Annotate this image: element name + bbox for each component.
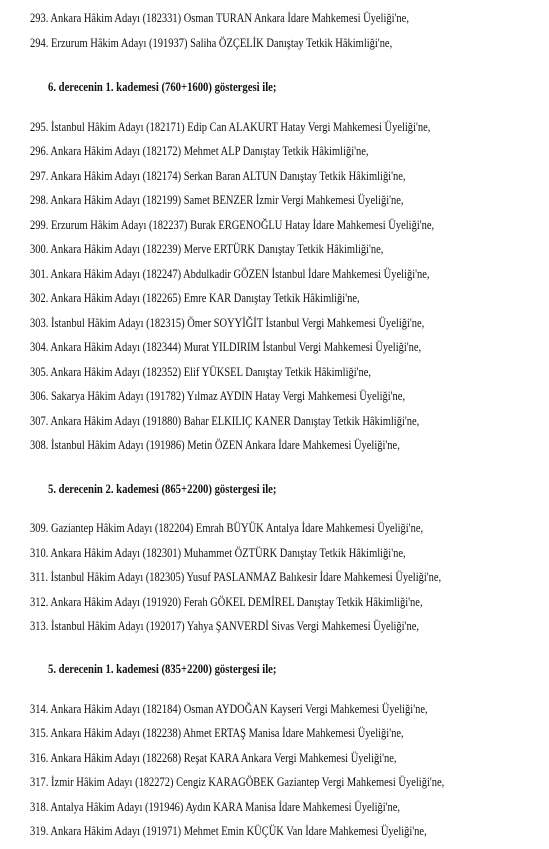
- list-item: 308. İstanbul Hâkim Adayı (191986) Metin ÖZEN Ankara İdare Mahkemesi Üyeliği'ne,: [30, 438, 400, 452]
- list-item: 304. Ankara Hâkim Adayı (182344) Murat YILDIRIM İstanbul Vergi Mahkemesi Üyeliği'ne,: [30, 340, 422, 354]
- list-item: 301. Ankara Hâkim Adayı (182247) Abdulkadir GÖZEN İstanbul İdare Mahkemesi Üyeliği'ne,: [30, 267, 430, 281]
- list-item: 303. İstanbul Hâkim Adayı (182315) Ömer SOYYİĞİT İstanbul Vergi Mahkemesi Üyeliği'ne,: [30, 316, 425, 330]
- list-item: 296. Ankara Hâkim Adayı (182172) Mehmet ALP Danıştay Tetkik Hâkimliği'ne,: [30, 144, 369, 158]
- list-item: 309. Gaziantep Hâkim Adayı (182204) Emrah BÜYÜK Antalya İdare Mahkemesi Üyeliği'ne,: [30, 521, 424, 535]
- list-item: 294. Erzurum Hâkim Adayı (191937) Saliha ÖZÇELİK Danıştay Tetkik Hâkimliği'ne,: [30, 36, 393, 50]
- list-item: 319. Ankara Hâkim Adayı (191971) Mehmet Emin KÜÇÜK Van İdare Mahkemesi Üyeliği'ne,: [30, 824, 427, 838]
- list-item: 295. İstanbul Hâkim Adayı (182171) Edip Can ALAKURT Hatay Vergi Mahkemesi Üyeliği'ne,: [30, 120, 431, 134]
- list-item: 307. Ankara Hâkim Adayı (191880) Bahar ELKILIÇ KANER Danıştay Tetkik Hâkimliği'ne,: [30, 414, 420, 428]
- list-item: 297. Ankara Hâkim Adayı (182174) Serkan Baran ALTUN Danıştay Tetkik Hâkimliği'ne,: [30, 169, 406, 183]
- list-item: 300. Ankara Hâkim Adayı (182239) Merve ERTÜRK Danıştay Tetkik Hâkimliği'ne,: [30, 242, 384, 256]
- list-item: 313. İstanbul Hâkim Adayı (192017) Yahya ŞANVERDİ Sivas Vergi Mahkemesi Üyeliği'ne,: [30, 619, 419, 633]
- section-heading: 6. derecenin 1. kademesi (760+1600) göstergesi ile;: [48, 80, 277, 94]
- list-item: 314. Ankara Hâkim Adayı (182184) Osman AYDOĞAN Kayseri Vergi Mahkemesi Üyeliği'ne,: [30, 702, 428, 716]
- list-item: 311. İstanbul Hâkim Adayı (182305) Yusuf PASLANMAZ Balıkesir İdare Mahkemesi Üyeliği'ne,: [30, 570, 442, 584]
- list-item: 298. Ankara Hâkim Adayı (182199) Samet BENZER İzmir Vergi Mahkemesi Üyeliği'ne,: [30, 193, 404, 207]
- list-item: 306. Sakarya Hâkim Adayı (191782) Yılmaz AYDIN Hatay Vergi Mahkemesi Üyeliği'ne,: [30, 389, 406, 403]
- list-item: 315. Ankara Hâkim Adayı (182238) Ahmet ERTAŞ Manisa İdare Mahkemesi Üyeliği'ne,: [30, 726, 404, 740]
- list-item: 316. Ankara Hâkim Adayı (182268) Reşat KARA Ankara Vergi Mahkemesi Üyeliği'ne,: [30, 751, 397, 765]
- list-item: 302. Ankara Hâkim Adayı (182265) Emre KAR Danıştay Tetkik Hâkimliği'ne,: [30, 291, 360, 305]
- section-heading: 5. derecenin 2. kademesi (865+2200) göstergesi ile;: [48, 482, 277, 496]
- list-item: 299. Erzurum Hâkim Adayı (182237) Burak ERGENOĞLU Hatay İdare Mahkemesi Üyeliği'ne,: [30, 218, 435, 232]
- list-item: 317. İzmir Hâkim Adayı (182272) Cengiz KARAGÖBEK Gaziantep Vergi Mahkemesi Üyeliği'ne,: [30, 775, 445, 789]
- list-item: 310. Ankara Hâkim Adayı (182301) Muhammet ÖZTÜRK Danıştay Tetkik Hâkimliği'ne,: [30, 546, 406, 560]
- section-heading: 5. derecenin 1. kademesi (835+2200) göstergesi ile;: [48, 662, 277, 676]
- list-item: 305. Ankara Hâkim Adayı (182352) Elif YÜKSEL Danıştay Tetkik Hâkimliği'ne,: [30, 365, 372, 379]
- list-item: 293. Ankara Hâkim Adayı (182331) Osman TURAN Ankara İdare Mahkemesi Üyeliği'ne,: [30, 11, 409, 25]
- list-item: 312. Ankara Hâkim Adayı (191920) Ferah GÖKEL DEMİREL Danıştay Tetkik Hâkimliği'ne,: [30, 595, 423, 609]
- list-item: 318. Antalya Hâkim Adayı (191946) Aydın KARA Manisa İdare Mahkemesi Üyeliği'ne,: [30, 800, 401, 814]
